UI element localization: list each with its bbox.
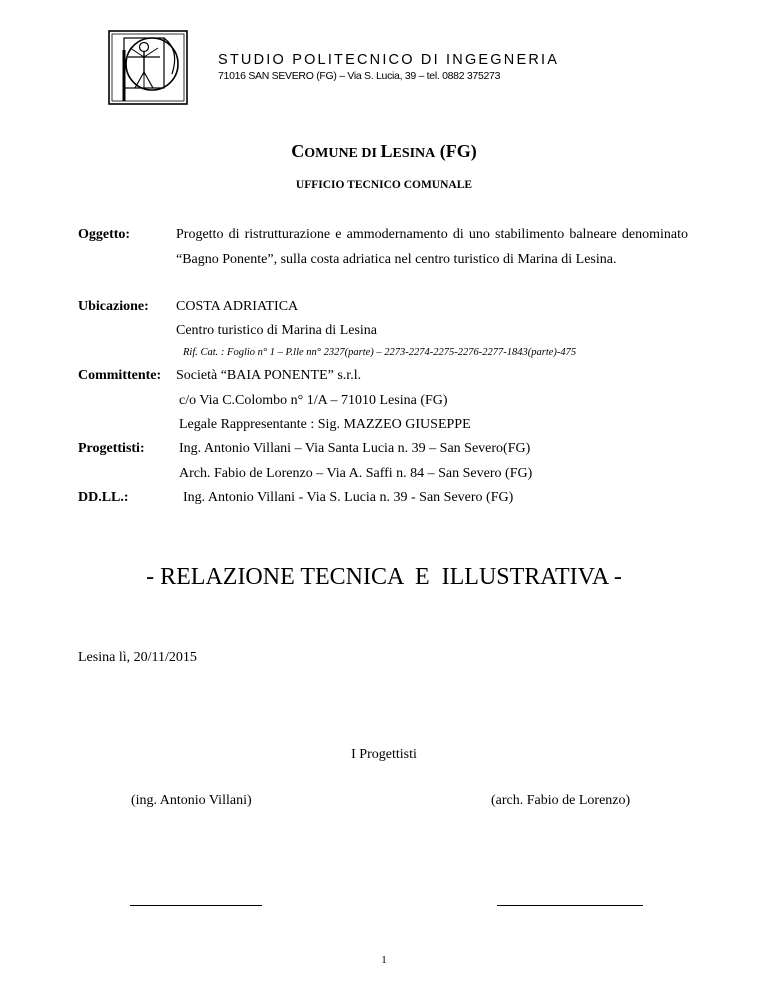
signature-name-left: (ing. Antonio Villani) bbox=[131, 793, 252, 808]
lesina-word-rest: ESINA bbox=[392, 146, 436, 161]
ddll-label: DD.LL.: bbox=[78, 490, 129, 505]
committente-line-1: Società “BAIA PONENTE” s.r.l. bbox=[176, 368, 362, 383]
cadastral-reference: Rif. Cat. : Foglio n° 1 – P.lle nn° 2327(parte) – 2273-2274-2275-2276-2277-1843(parte)-475 bbox=[183, 347, 577, 358]
document-date: Lesina lì, 20/11/2015 bbox=[78, 650, 197, 665]
progettisti-label: Progettisti: bbox=[78, 441, 145, 456]
studio-address: 71016 SAN SEVERO (FG) – Via S. Lucia, 39 – tel. 0882 375273 bbox=[218, 70, 501, 82]
studio-logo-icon bbox=[108, 30, 188, 105]
progettisti-line-2: Arch. Fabio de Lorenzo – Via A. Saffi n. 84 – San Severo (FG) bbox=[179, 466, 533, 481]
progettisti-line-1: Ing. Antonio Villani – Via Santa Lucia n. 39 – San Severo(FG) bbox=[179, 441, 531, 456]
comune-letter-l: L bbox=[380, 141, 393, 161]
ubicazione-line-1: COSTA ADRIATICA bbox=[176, 299, 299, 314]
studio-name: STUDIO POLITECNICO DI INGEGNERIA bbox=[218, 52, 560, 68]
oggetto-label: Oggetto: bbox=[78, 227, 131, 242]
ubicazione-line-2: Centro turistico di Marina di Lesina bbox=[176, 323, 378, 338]
page-number: 1 bbox=[381, 954, 387, 966]
signatures-heading: I Progettisti bbox=[351, 747, 417, 762]
committente-line-2: c/o Via C.Colombo n° 1/A – 71010 Lesina (FG) bbox=[179, 393, 448, 408]
comune-letter-c: C bbox=[291, 141, 305, 161]
comune-heading bbox=[0, 141, 768, 162]
committente-label: Committente: bbox=[78, 368, 162, 383]
committente-line-3: Legale Rappresentante : Sig. MAZZEO GIUSEPPE bbox=[179, 417, 471, 432]
comune-province: (FG) bbox=[435, 141, 477, 161]
signature-name-right: (arch. Fabio de Lorenzo) bbox=[491, 793, 631, 808]
ddll-line-1: Ing. Antonio Villani - Via S. Lucia n. 39 - San Severo (FG) bbox=[183, 490, 514, 505]
signature-line-right bbox=[497, 905, 643, 906]
signature-line-left bbox=[130, 905, 262, 906]
oggetto-text: Progetto di ristrutturazione e ammodernamento di uno stabilimento balneare denominato “Bagno Ponente”, sulla costa adriatica nel centro turistico di Marina di Lesina. bbox=[176, 227, 688, 267]
comune-word-rest: OMUNE DI bbox=[304, 146, 381, 161]
ubicazione-label: Ubicazione: bbox=[78, 299, 149, 314]
document-title: - RELAZIONE TECNICA E ILLUSTRATIVA - bbox=[146, 564, 622, 590]
ufficio-heading: UFFICIO TECNICO COMUNALE bbox=[295, 179, 473, 191]
